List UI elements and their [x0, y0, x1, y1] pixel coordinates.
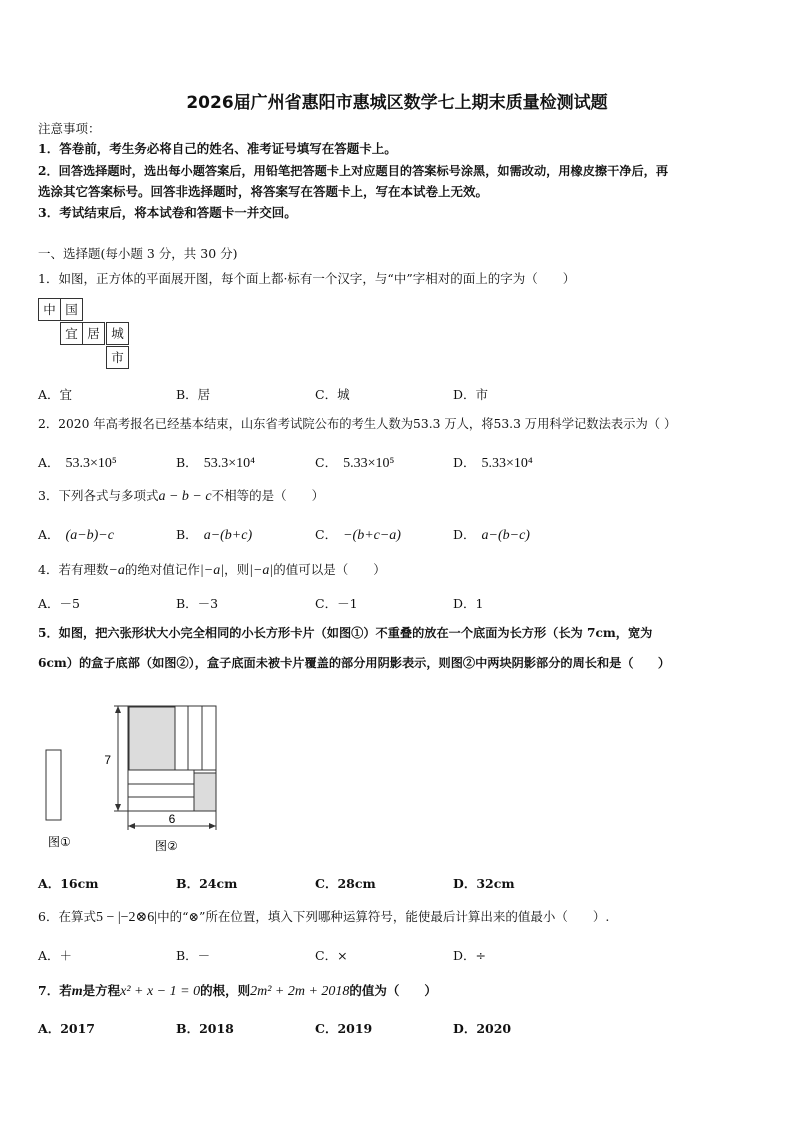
- q3-expression: a − b − c: [158, 489, 212, 504]
- q1-option-c: C．城: [315, 387, 350, 402]
- q6-text-b: 中的“⊗”所在位置，填入下列哪种运算符号，能使最后计算出来的值最小（ ）.: [157, 909, 610, 924]
- q4-expr-2: |−a|: [199, 563, 225, 578]
- q1-option-a: A．宜: [38, 387, 73, 402]
- q3-text-a: 3．下列各式与多项式: [38, 488, 159, 503]
- notice-item-2a: 2．回答选择题时，选出每小题答案后，用铅笔把答题卡上对应题目的答案标号涂黑，如需改动，用橡皮擦干净后，再: [38, 164, 669, 178]
- net-cell-yi: 宜: [60, 322, 83, 345]
- notice-item-1: 1．答卷前，考生务必将自己的姓名、准考证号填写在答题卡上。: [38, 141, 397, 156]
- q5-option-d: D．32cm: [453, 876, 515, 891]
- q5-option-c: C．28cm: [315, 876, 376, 891]
- q7-text-b: 是方程: [82, 983, 121, 998]
- question-1-text: 1．如图，正方体的平面展开图，每个面上都·标有一个汉字，与“中”字相对的面上的字为（ ）: [38, 271, 576, 286]
- q1-option-d: D．市: [453, 387, 489, 402]
- q3-label-b: B．: [176, 527, 198, 542]
- q7-option-a: A．2017: [38, 1021, 95, 1036]
- q7-text-c: 的根，则: [200, 983, 251, 998]
- section-heading: 一、选择题(每小题 3 分，共 30 分): [38, 246, 238, 261]
- q7-option-b: B．2018: [176, 1021, 234, 1036]
- q3-option-d: a−(b−c): [481, 528, 530, 543]
- q3-label-a: A．: [38, 527, 60, 542]
- q2-option-b: 53.3×10⁴: [203, 456, 255, 471]
- q4-expr-1: −a: [108, 563, 125, 578]
- figure-1-label: 图①: [48, 835, 71, 849]
- cube-net-figure: [38, 298, 138, 373]
- q7-option-c: C．2019: [315, 1021, 373, 1036]
- q7-option-d: D．2020: [453, 1021, 512, 1036]
- shaded-region-bottom: [194, 773, 216, 811]
- shaded-region-top: [129, 707, 175, 770]
- q2-label-d: D．: [453, 455, 476, 470]
- dim-width-label: 6: [168, 812, 176, 826]
- q5-figures: [38, 700, 238, 860]
- question-5-line-2: 6cm）的盒子底部（如图②），盒子底面未被卡片覆盖的部分用阴影表示，则图②中两块阴影部分的周长和是（ ）: [38, 656, 671, 670]
- q6-text-a: 6．在算式: [38, 909, 96, 924]
- q4-option-d: D．1: [453, 596, 484, 611]
- q2-option-c: 5.33×10⁵: [343, 456, 395, 471]
- q3-option-a: (a−b)−c: [65, 528, 114, 543]
- net-cell-shi: 市: [106, 346, 129, 369]
- q6-option-a: A．＋: [38, 948, 73, 963]
- question-5-line-1: 5．如图，把六张形状大小完全相同的小长方形卡片（如图①）不重叠的放在一个底面为长方形（长为 7cm，宽为: [38, 626, 653, 640]
- q7-expression: 2m² + 2m + 2018: [250, 984, 350, 999]
- q4-text-d: 的值可以是（ ）: [273, 562, 386, 577]
- net-cell-zhong: 中: [38, 298, 61, 321]
- q7-text-a: 7．若: [38, 983, 72, 998]
- q5-option-a: A．16cm: [38, 876, 99, 891]
- q4-expr-3: |−a|: [249, 563, 274, 578]
- q4-option-a: A．－5: [38, 596, 80, 611]
- page-title: 2026届广州省惠阳市惠城区数学七上期末质量检测试题: [186, 93, 608, 113]
- q3-option-b: a−(b+c): [203, 528, 253, 543]
- q4-text-c: ，则: [224, 562, 250, 577]
- q6-option-c: C．×: [315, 948, 348, 963]
- q2-label-a: A．: [38, 455, 60, 470]
- q2-label-c: C．: [315, 455, 338, 470]
- card-rectangle: [46, 750, 61, 820]
- q3-text-b: 不相等的是（ ）: [211, 488, 325, 503]
- q3-label-c: C．: [315, 527, 338, 542]
- q4-text-b: 的绝对值记作: [124, 562, 200, 577]
- question-2-text: 2．2020 年高考报名已经基本结束，山东省考试院公布的考生人数为53.3 万人，将53.3 万用科学记数法表示为（ ）: [38, 417, 677, 431]
- q7-equation: x² + x − 1 = 0: [120, 984, 201, 999]
- notice-item-3: 3．考试结束后，将本试卷和答题卡一并交回。: [38, 205, 297, 220]
- q3-label-d: D．: [453, 527, 476, 542]
- notice-item-2b: 选涂其它答案标号。回答非选择题时，将答案写在答题卡上，写在本试卷上无效。: [38, 184, 489, 199]
- q7-text-d: 的值为（ ）: [349, 983, 437, 998]
- q6-expression: 5 − |−2⊗6|: [95, 910, 158, 925]
- net-cell-guo: 国: [60, 298, 83, 321]
- q4-option-b: B．－3: [176, 596, 219, 611]
- q2-option-d: 5.33×10⁴: [481, 456, 533, 471]
- net-cell-cheng: 城: [106, 322, 129, 345]
- figure-2-label: 图②: [155, 839, 178, 853]
- q3-option-c: −(b+c−a): [343, 528, 401, 543]
- q6-option-b: B．－: [176, 948, 211, 963]
- q6-option-d: D．÷: [453, 948, 486, 963]
- q2-label-b: B．: [176, 455, 198, 470]
- q4-text-a: 4．若有理数: [38, 562, 109, 577]
- q2-option-a: 53.3×10⁵: [65, 456, 117, 471]
- q5-option-b: B．24cm: [176, 876, 238, 891]
- dim-height-label: 7: [104, 753, 111, 767]
- net-cell-ju: 居: [82, 322, 105, 345]
- q7-variable: m: [71, 984, 83, 999]
- q1-option-b: B．居: [176, 387, 211, 402]
- q4-option-c: C．－1: [315, 596, 358, 611]
- notice-heading: 注意事项：: [38, 121, 101, 136]
